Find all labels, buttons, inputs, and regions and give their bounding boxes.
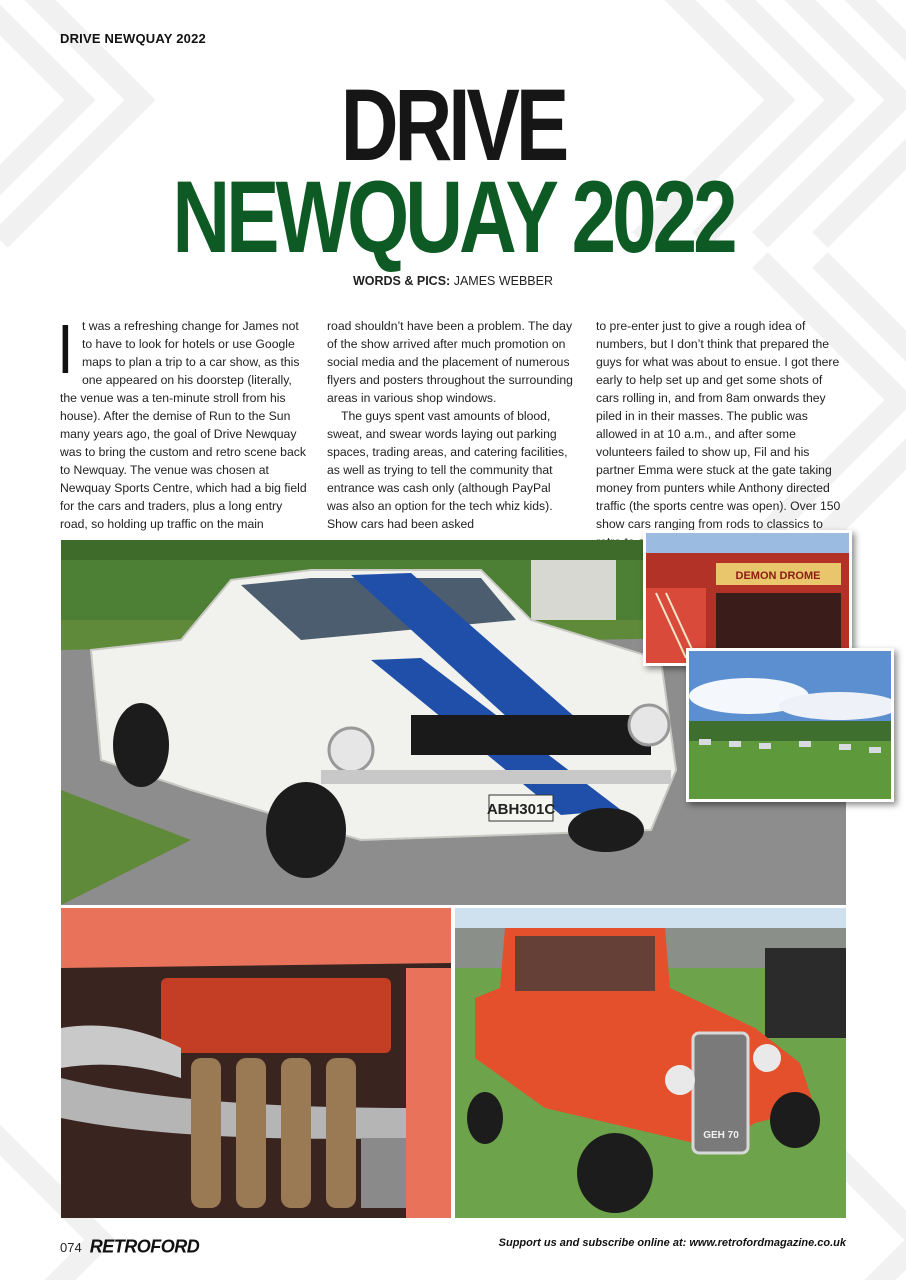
photo-engine: [61, 908, 451, 1218]
article-paragraph: The guys spent vast amounts of blood, sweat, and swear words laying out parking spaces, trading areas, and catering facilities, as well as trying to tell the community that entrance was cash only (although PayPal was also an option for the tech whiz kids). Show cars had been asked: [327, 409, 568, 531]
byline-label: WORDS & PICS:: [352, 274, 451, 288]
byline: [0, 274, 906, 288]
article-paragraph: road shouldn’t have been a problem. The day of the show arrived after much promotion on social media and the placement of numerous flyers and posters throughout the surrounding areas in various shop windows.: [327, 319, 573, 405]
page-number: 074: [60, 1240, 82, 1255]
mustang-plate: ABH301C: [486, 801, 556, 818]
title-line-1: DRIVE: [340, 67, 566, 182]
title-line-2: NEWQUAY 2022: [172, 159, 734, 274]
article-paragraph: to pre-enter just to give a rough idea of numbers, but I don’t think that prepared the guys for what was about to ensue. I got there early to help set up and get some shots of cars rolling in, and from 8am onwards they piled in in their masses. The public was allowed in at 10 a.m., and after some volunteers failed to show up, Fil and his partner Emma were stuck at the gate taking money from punters while Anthony directed traffic (the sports centre was open). Over 150 show cars ranging from rods to classics to: [596, 319, 841, 531]
photo-hotrod: [455, 908, 846, 1218]
photo-fairground: [643, 530, 852, 666]
photo-show-field: [686, 648, 894, 802]
subscribe-text: Support us and subscribe online at: www.retrofordmagazine.co.uk: [498, 1237, 846, 1249]
drop-cap: I: [60, 310, 71, 388]
footer-left: [60, 1236, 199, 1257]
article-paragraph: t was a refreshing change for James not to have to look for hotels or use Google maps to plan a trip to a car show, as this one appeared on his doorstep (literally, the venue was a ten-minute stroll from his house). After the demise of Run to the Sun many years ago, the goal of Drive Newquay was to bring the custom and retro scene back to Newquay. The venue was chosen at Newquay Sports Centre, which had a big field for the cars and traders, plus a long entry road, so holding up traffic on the main: [60, 319, 307, 531]
article-column-3: [596, 317, 848, 551]
article-column-1: [60, 310, 308, 533]
brand-logo: RETROFORD: [89, 1235, 200, 1257]
byline-author: JAMES WEBBER: [453, 274, 554, 288]
fairground-sign: DEMON DROME: [735, 570, 821, 582]
hotrod-plate: GEH 70: [703, 1130, 739, 1141]
article-column-2: [327, 317, 575, 533]
running-head: DRIVE NEWQUAY 2022: [60, 31, 206, 46]
